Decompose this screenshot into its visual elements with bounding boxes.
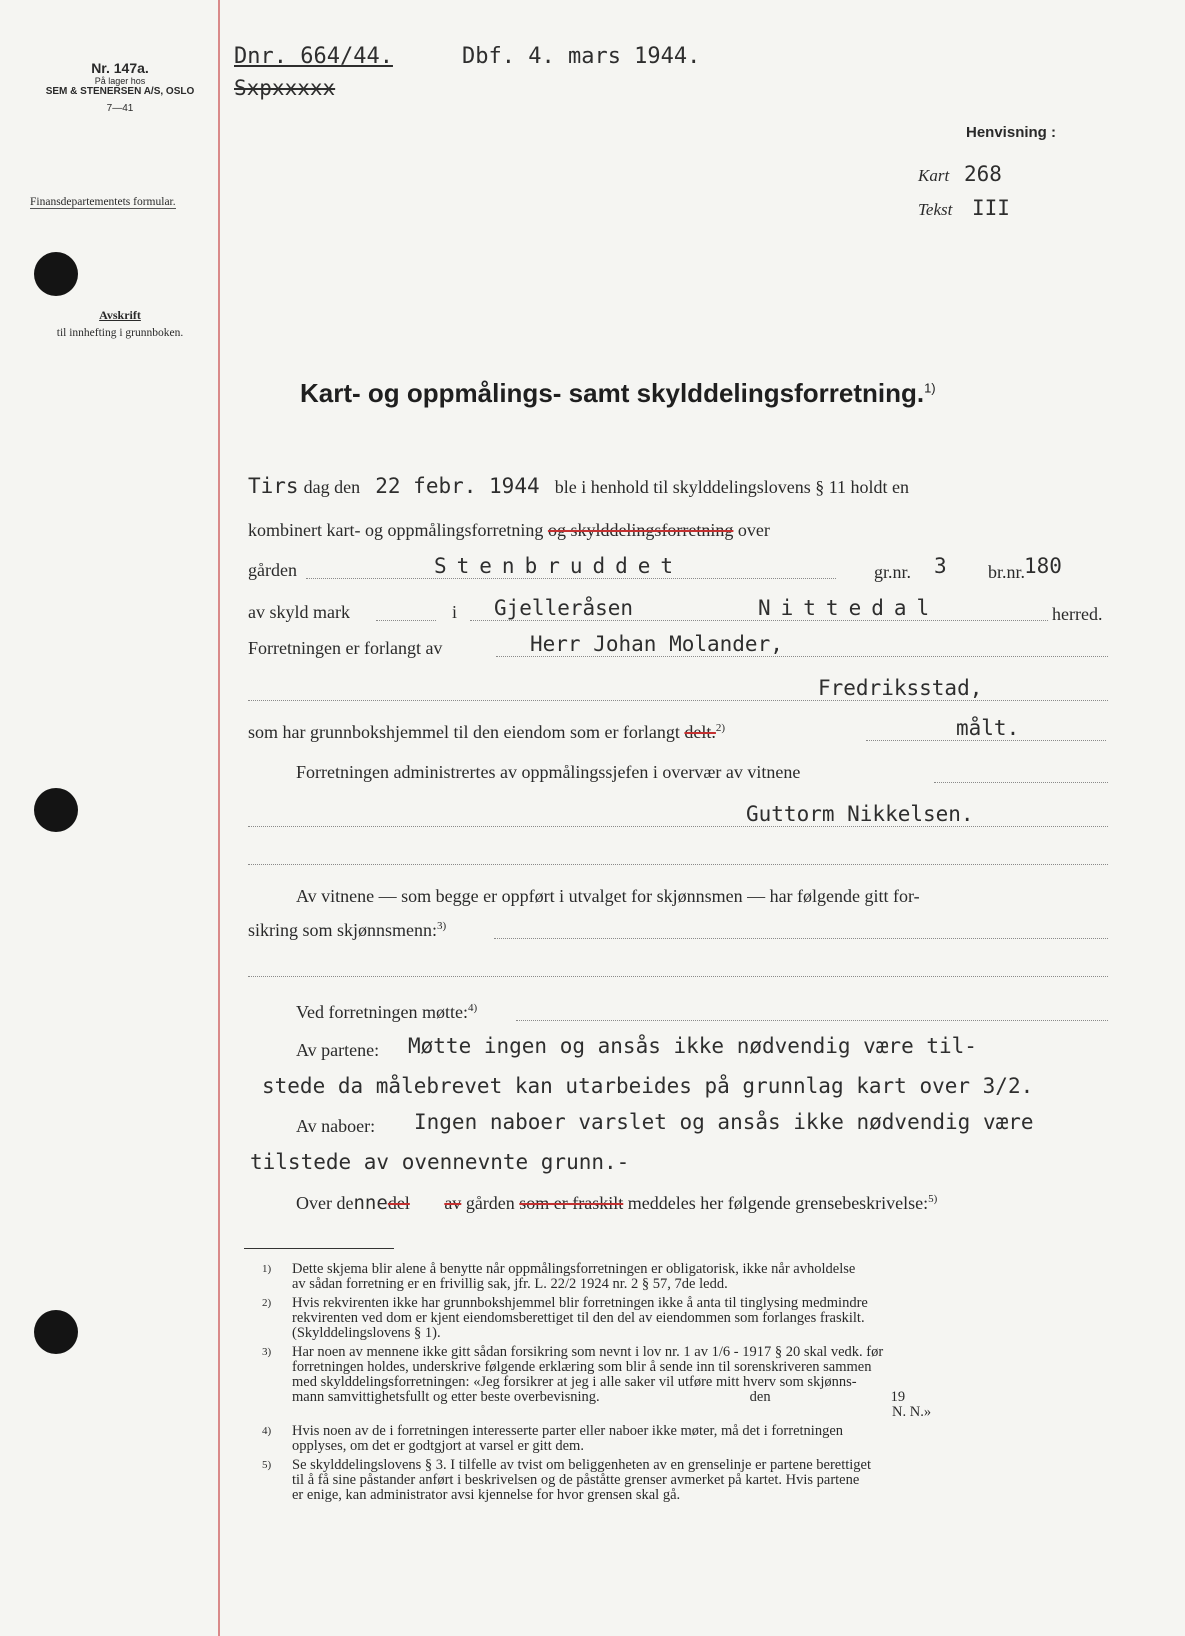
line17-struck3: som er fraskilt bbox=[519, 1193, 624, 1213]
line12-sup: 4) bbox=[467, 1002, 478, 1014]
line-8: Forretningen administrertes av oppmålingssjefen i overvær av vitnene bbox=[296, 762, 801, 782]
line12-text: Ved forretningen møtte: bbox=[296, 1002, 468, 1022]
footnote-line: med skylddelingsforretningen: «Jeg forsikrer at jeg i alle saker vil utføre mitt hverv som skjønns- bbox=[292, 1374, 857, 1390]
footnote-separator bbox=[244, 1248, 394, 1249]
witness-name: Guttorm Nikkelsen. bbox=[746, 802, 974, 826]
typed-day: Tirs bbox=[248, 474, 299, 498]
footnote-line: Har noen av mennene ikke gitt sådan forsikring som nevnt i lov nr. 1 av 1/6 - 1917 § 20 skal vedk. før bbox=[292, 1344, 884, 1360]
place-dots bbox=[470, 620, 1048, 621]
line11-text: sikring som skjønnsmenn: bbox=[248, 920, 438, 940]
typed-malt: målt. bbox=[956, 716, 1020, 740]
footnote-num: 1) bbox=[262, 1263, 272, 1275]
footnote-line-text: mann samvittighetsfullt og etter beste overbevisning. bbox=[292, 1389, 600, 1405]
line17-struck1: del bbox=[387, 1193, 410, 1213]
grnr-value: 3 bbox=[934, 554, 947, 578]
avskrift-block bbox=[30, 308, 210, 339]
form-stamp bbox=[30, 60, 210, 114]
line-12 bbox=[296, 1002, 477, 1023]
malt-dots bbox=[866, 740, 1106, 741]
footnote-line: (Skylddelingslovens § 1). bbox=[292, 1325, 441, 1341]
tekst-value: III bbox=[972, 196, 1010, 220]
footnote-line: opplyses, om det er godtgjort at varsel er gitt dem. bbox=[292, 1438, 584, 1454]
dnr: Dnr. 664/44. bbox=[234, 44, 393, 69]
grnr-label: gr.nr. bbox=[874, 562, 912, 582]
address-dots bbox=[248, 700, 1108, 701]
struck-typed-header: Sxpxxxxx bbox=[234, 76, 336, 100]
requester: Herr Johan Molander, bbox=[530, 632, 783, 656]
innhefting-label: til innhefting i grunnboken. bbox=[56, 327, 184, 339]
dbf: Dbf. 4. mars 1944. bbox=[462, 44, 701, 69]
typed-place: Gjelleråsen bbox=[494, 596, 634, 620]
line-1 bbox=[248, 474, 909, 498]
footnote-num: 5) bbox=[262, 1459, 272, 1471]
line17-mid: gården bbox=[465, 1193, 515, 1213]
punch-hole-top bbox=[34, 252, 78, 296]
punch-hole-bottom bbox=[34, 1310, 78, 1354]
herred-label: herred. bbox=[1052, 604, 1103, 624]
partene-label: Av partene: bbox=[296, 1040, 380, 1060]
footnote-num: 3) bbox=[262, 1346, 272, 1358]
forlangt-av-label: Forretningen er forlangt av bbox=[248, 638, 443, 658]
vitner-dots-1 bbox=[934, 782, 1108, 783]
line-10: Av vitnene — som begge er oppført i utvalget for skjønnsmen — har følgende gitt for- bbox=[296, 886, 920, 906]
line1-rest: ble i henhold til skylddelingslovens § 11 holdt en bbox=[554, 477, 910, 497]
partene-typed-2: stede da målebrevet kan utarbeides på grunnlag kart over 3/2. bbox=[262, 1074, 1034, 1098]
skyld-dots bbox=[376, 620, 436, 621]
naboer-typed: Ingen naboer varslet og ansås ikke nødvendig være bbox=[414, 1110, 1034, 1134]
line2-struck: og skylddelingsforretning bbox=[547, 520, 734, 540]
publisher: SEM & STENERSEN A/S, OSLO bbox=[45, 86, 195, 97]
line17-end: meddeles her følgende grensebeskrivelse: bbox=[627, 1193, 929, 1213]
footnote-line: forretningen holdes, underskrive følgende erklæring som blir å sende inn til sorenskriveren sammen bbox=[292, 1359, 872, 1375]
footnote3-year: 19 bbox=[890, 1389, 906, 1405]
partene-typed: Møtte ingen og ansås ikke nødvendig være til- bbox=[408, 1034, 977, 1058]
vitner-dots-3 bbox=[248, 864, 1108, 865]
footnote-3 bbox=[262, 1345, 1112, 1420]
footnote-line: er enige, kan administrator avsi kjennelse for hvor grensen skal gå. bbox=[292, 1487, 681, 1503]
form-number: Nr. 147a. bbox=[91, 60, 149, 76]
line-2 bbox=[248, 520, 770, 541]
footnotes bbox=[262, 1262, 1112, 1503]
page-title bbox=[300, 378, 936, 409]
motte-dots bbox=[516, 1020, 1108, 1021]
line-11 bbox=[248, 920, 446, 941]
line2-end: over bbox=[737, 520, 770, 540]
footnote3-den: den bbox=[749, 1389, 771, 1405]
date-code: 7—41 bbox=[106, 103, 134, 114]
skyld-mark-label: av skyld mark bbox=[248, 602, 350, 622]
garden-name: Stenbruddet bbox=[434, 554, 684, 578]
forsikring-dots-1 bbox=[494, 938, 1108, 939]
forsikring-dots-2 bbox=[248, 976, 1108, 977]
line7-start: som har grunnbokshjemmel til den eiendom som er forlangt bbox=[248, 722, 680, 742]
footnote-num: 4) bbox=[262, 1425, 272, 1437]
line-7 bbox=[248, 722, 725, 743]
footnote-2 bbox=[262, 1296, 1112, 1341]
footnote-line: av sådan forretning er en frivillig sak, jfr. L. 22/2 1924 nr. 2 § 57, 7de ledd. bbox=[292, 1276, 728, 1292]
line-17 bbox=[296, 1192, 937, 1214]
footnote-5 bbox=[262, 1458, 1112, 1503]
garden-dots bbox=[306, 578, 836, 579]
line7-sup: 2) bbox=[715, 722, 726, 734]
henvisning-label: Henvisning : bbox=[966, 124, 1057, 141]
pa-lager: På lager hos bbox=[94, 76, 146, 86]
line17-struck2: av bbox=[444, 1193, 462, 1213]
title-text: Kart- og oppmålings- samt skylddelingsforretning. bbox=[300, 378, 925, 408]
footnote-line: N. N.» bbox=[892, 1404, 932, 1420]
i-label: i bbox=[452, 602, 458, 622]
requester-city: Fredriksstad, bbox=[818, 676, 983, 700]
title-footnote-ref: 1) bbox=[924, 380, 936, 396]
line2-start: kombinert kart- og oppmålingsforretning bbox=[248, 520, 544, 540]
footnote-line: Hvis noen av de i forretningen interesserte parter eller naboer ikke møter, må det i forretningen bbox=[292, 1423, 844, 1439]
footnote-line: til å få sine påstander anført i beskrivelsen og de påståtte grenser avmerket på kartet. Hvis partene bbox=[292, 1472, 860, 1488]
vitner-dots-2 bbox=[248, 826, 1108, 827]
brnr-value: 180 bbox=[1024, 554, 1062, 578]
line17-sup: 5) bbox=[928, 1193, 938, 1205]
kart-value: 268 bbox=[964, 162, 1002, 186]
line17-typed: nne bbox=[353, 1192, 388, 1214]
footnote-line: rekvirenten ved dom er kjent eiendomsberettiget til den del av eiendommen som forlanges fraskilt. bbox=[292, 1310, 865, 1326]
garden-label: gården bbox=[248, 560, 297, 580]
punch-hole-middle bbox=[34, 788, 78, 832]
brnr-label: br.nr. bbox=[988, 562, 1026, 582]
line17-start: Over de bbox=[296, 1193, 354, 1213]
footnote-line: Hvis rekvirenten ikke har grunnbokshjemmel blir forretningen ikke å anta til tinglysing medmindre bbox=[292, 1295, 868, 1311]
footnote-1 bbox=[262, 1262, 1112, 1292]
footnote-4 bbox=[262, 1424, 1112, 1454]
margin-rule bbox=[218, 0, 220, 1636]
naboer-typed-2: tilstede av ovennevnte grunn.- bbox=[250, 1150, 630, 1174]
typed-date: 22 febr. 1944 bbox=[375, 474, 540, 498]
avskrift-label: Avskrift bbox=[99, 308, 141, 322]
footnote-num: 2) bbox=[262, 1297, 272, 1309]
forlangt-dots bbox=[496, 656, 1108, 657]
kart-label: Kart bbox=[918, 166, 950, 185]
footnote-line bbox=[292, 1390, 931, 1405]
naboer-label: Av naboer: bbox=[296, 1116, 376, 1136]
dag-den: dag den bbox=[303, 477, 361, 497]
tekst-label: Tekst bbox=[918, 200, 953, 219]
ministry-form: Finansdepartementets formular. bbox=[30, 196, 176, 208]
line11-sup: 3) bbox=[437, 920, 447, 932]
footnote-line: Dette skjema blir alene å benytte når oppmålingsforretningen er obligatorisk, ikke når avholdelse bbox=[292, 1261, 856, 1277]
typed-herred: Nittedal bbox=[758, 596, 940, 620]
line7-struck: delt. bbox=[684, 722, 716, 742]
footnote-line: Se skylddelingslovens § 3. I tilfelle av tvist om beliggenheten av en grenselinje er partene berettiget bbox=[292, 1457, 872, 1473]
